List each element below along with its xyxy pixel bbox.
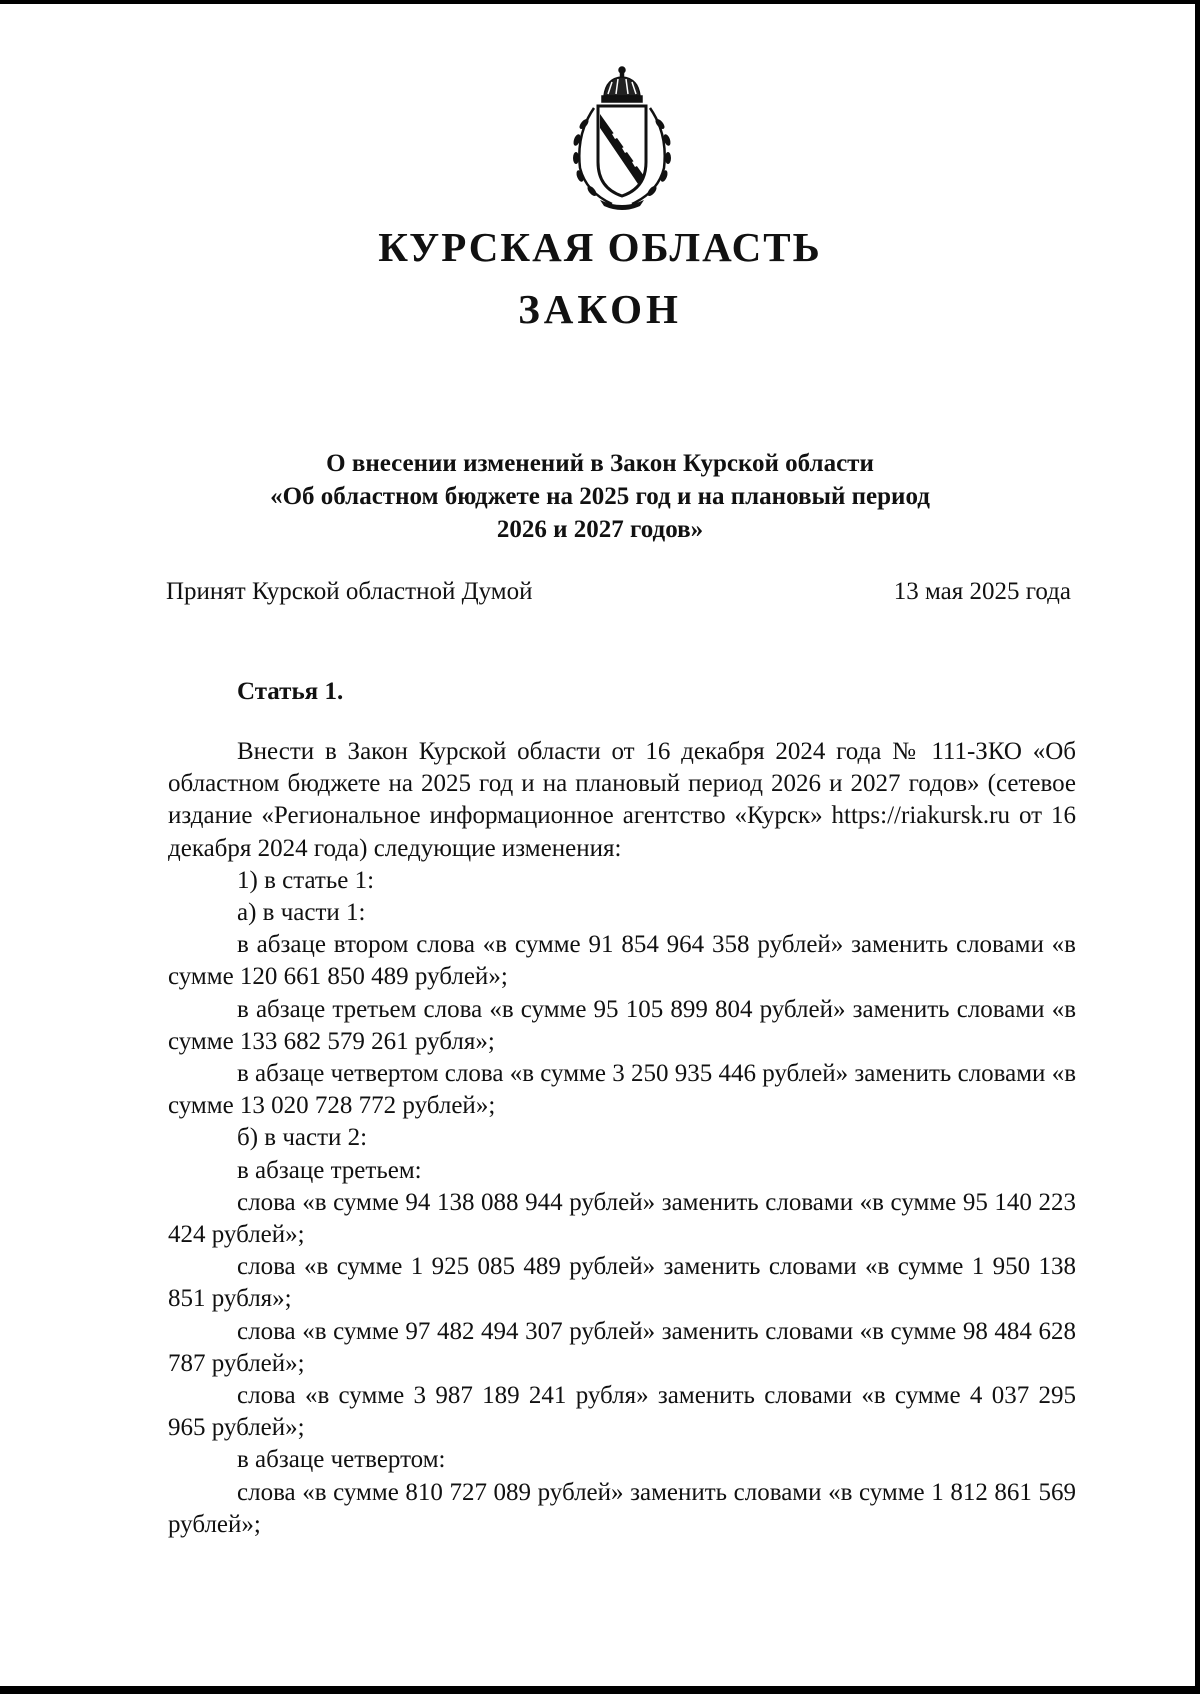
adopted-by: Принят Курской областной Думой	[166, 578, 533, 605]
article-paragraph: Внести в Закон Курской области от 16 декабря 2024 года № 111-ЗКО «Об областном бюджете на 2025 год и на плановый период 2026 и 2027 годов» (сетевое издание «Региональное информационное агентство «Курск» https://riakursk.ru от 16 декабря 2024 года) следующие изменения:	[168, 738, 1076, 862]
scan-border-bottom	[0, 1686, 1200, 1694]
article-paragraph: в абзаце втором слова «в сумме 91 854 964 358 рублей» заменить словами «в сумме 120 661 850 489 рублей»;	[168, 931, 1076, 991]
article-paragraph: в абзаце третьем:	[237, 1156, 422, 1184]
law-heading	[150, 447, 1050, 546]
law-heading-line: 2026 и 2027 годов»	[496, 516, 704, 543]
region-name: КУРСКАЯ ОБЛАСТЬ	[378, 224, 822, 270]
article-paragraph: 1) в статье 1:	[237, 866, 375, 894]
adoption-date: 13 мая 2025 года	[893, 578, 1071, 605]
article-paragraph: в абзаце четвертом слова «в сумме 3 250 935 446 рублей» заменить словами «в сумме 13 020 728 772 рублей»;	[168, 1060, 1076, 1120]
article-paragraph: в абзаце третьем слова «в сумме 95 105 899 804 рублей» заменить словами «в сумме 133 682 579 261 рубля»;	[168, 995, 1076, 1055]
law-heading-line: О внесении изменений в Закон Курской области	[326, 450, 874, 477]
scan-border-top	[0, 0, 1200, 4]
article-paragraph: слова «в сумме 3 987 189 241 рубля» заменить словами «в сумме 4 037 295 965 рублей»;	[168, 1382, 1076, 1442]
document-type: ЗАКОН	[518, 286, 682, 332]
kursk-coat-of-arms-icon	[560, 64, 684, 212]
article-paragraph: слова «в сумме 94 138 088 944 рублей» заменить словами «в сумме 95 140 223 424 рублей»;	[168, 1188, 1076, 1249]
article-paragraph: а) в части 1:	[237, 899, 366, 927]
article-paragraph: б) в части 2:	[237, 1124, 368, 1152]
article-paragraph: слова «в сумме 97 482 494 307 рублей» заменить словами «в сумме 98 484 628 787 рублей»;	[168, 1317, 1076, 1377]
article-paragraph: слова «в сумме 1 925 085 489 рублей» заменить словами «в сумме 1 950 138 851 рубля»;	[168, 1253, 1076, 1313]
law-heading-line: «Об областном бюджете на 2025 год и на плановый период	[270, 483, 930, 510]
article-paragraph: слова «в сумме 810 727 089 рублей» заменить словами «в сумме 1 812 861 569 рублей»;	[168, 1478, 1076, 1538]
article-heading: Статья 1.	[237, 678, 344, 705]
article-body	[168, 736, 1076, 1541]
article-paragraph: в абзаце четвертом:	[237, 1446, 446, 1474]
